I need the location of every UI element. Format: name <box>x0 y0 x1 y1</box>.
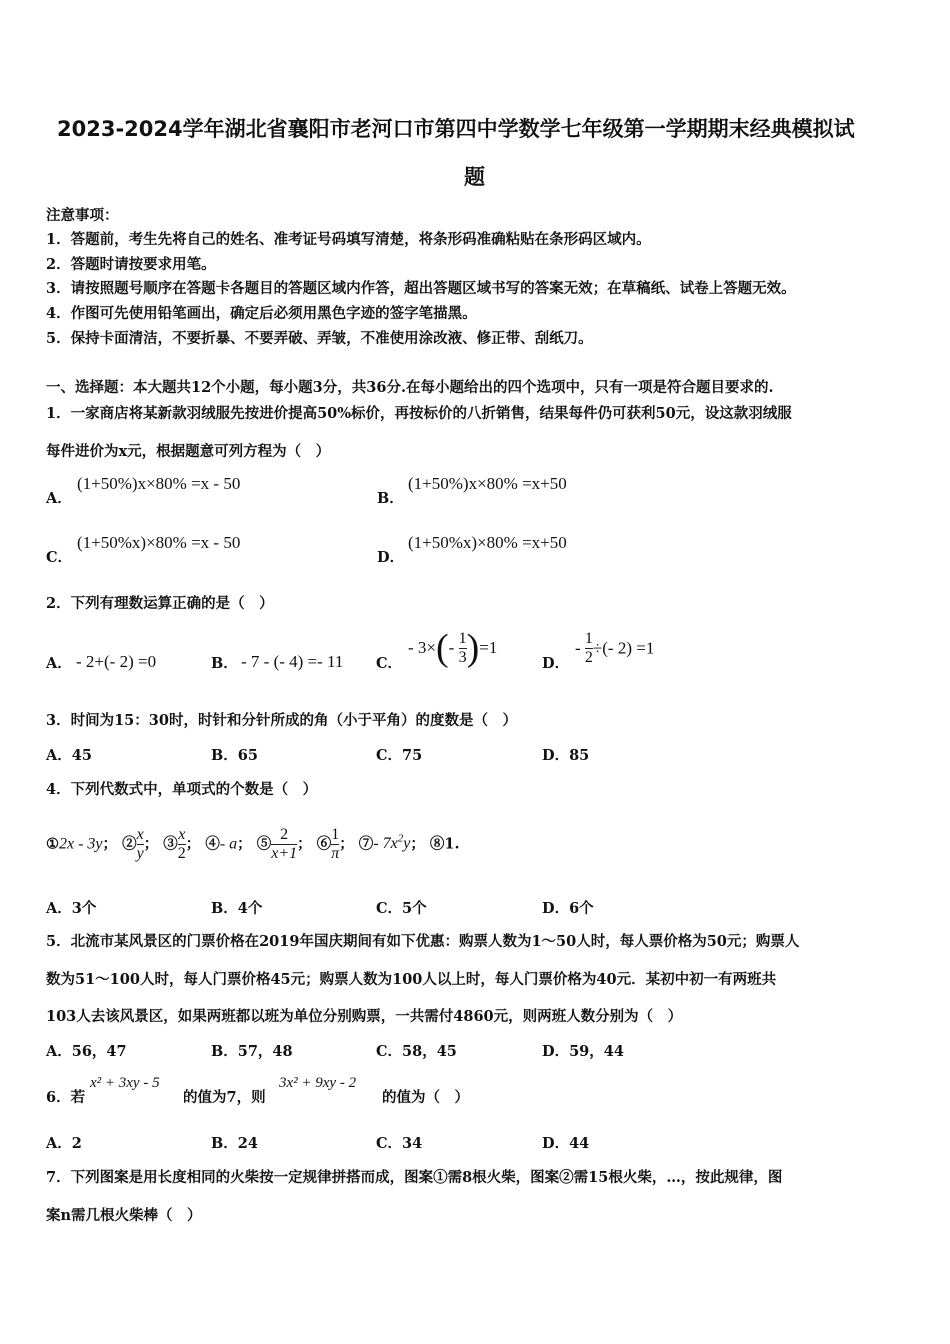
item-marker: ② <box>122 835 137 853</box>
q2-option-c-label: C． <box>376 655 403 672</box>
q2-c-post: =1 <box>479 638 498 657</box>
q6-expr-1: x² + 3xy - 5 <box>90 1075 160 1091</box>
right-paren: ) <box>466 627 480 669</box>
q5-option-b: B．57，48 <box>211 1043 293 1060</box>
q1-option-a-expr: (1+50%)x×80% =x - 50 <box>77 474 241 493</box>
q2-c-fraction: $\frac{1}{3}$ <box>458 629 467 666</box>
q6-option-d: D．44 <box>542 1135 590 1152</box>
notice-heading: 注意事项： <box>46 207 119 224</box>
q4-item-2: $\frac{x}{y}$ <box>136 825 144 862</box>
notice-item: 4．作图可先使用铅笔画出，确定后必须用黑色字迹的签字笔描黑。 <box>46 305 477 322</box>
q4-item-6: $\frac{1}{\pi}$ <box>331 825 340 862</box>
q6-expr-2: 3x² + 9xy - 2 <box>279 1075 357 1091</box>
q1-option-b-expr: (1+50%)x×80% =x+50 <box>408 474 567 493</box>
item-marker: ④ <box>205 835 220 853</box>
q3-option-b: B．65 <box>211 747 258 764</box>
q4-expressions <box>46 814 460 864</box>
q3-option-c: C．75 <box>376 747 423 764</box>
notice-item: 1．答题前，考生先将自己的姓名、准考证号码填写清楚，将条形码准确粘贴在条形码区域内。 <box>46 231 651 248</box>
q6-option-a: A．2 <box>46 1135 82 1152</box>
q1-option-c-label: C． <box>46 549 73 566</box>
question-7-stem-cont: 案n需几根火柴棒（ ） <box>46 1207 202 1224</box>
q4-option-d: D．6个 <box>542 900 594 917</box>
question-5-stem: 5．北流市某风景区的门票价格在2019年国庆期间有如下优惠：购票人数为1～50人时，每人票价格为50元；购票人 <box>46 933 800 950</box>
separator: ； <box>410 835 425 853</box>
q1-option-b-label: B． <box>377 490 404 507</box>
q2-d-post: ÷(- 2) =1 <box>592 638 655 658</box>
item-marker: ③ <box>163 835 178 853</box>
separator: ； <box>143 835 159 853</box>
separator: ； <box>185 835 201 853</box>
question-6-mid: 的值为7，则 <box>183 1089 266 1106</box>
q4-item-7: - $7x^2y$ <box>373 833 411 853</box>
q4-item-3: $\frac{x}{2}$ <box>177 825 186 862</box>
q2-option-b-expr: - 7 - (- 4) =- 11 <box>241 652 344 671</box>
q2-option-a-label: A． <box>46 655 72 672</box>
notice-item: 5．保持卡面清洁，不要折暴、不要弄破、弄皱，不准使用涂改液、修正带、刮纸刀。 <box>46 330 593 347</box>
q4-item-4: - a <box>219 835 238 853</box>
separator: ； <box>237 835 252 853</box>
question-7-stem: 7．下列图案是用长度相同的火柴按一定规律拼搭而成，图案①需8根火柴，图案②需15根火柴，…，按此规律，图 <box>46 1169 783 1186</box>
q5-option-a: A．56，47 <box>46 1043 127 1060</box>
separator: ； <box>102 835 118 853</box>
q1-option-a-label: A． <box>46 490 72 507</box>
q2-d-fraction: $\frac{1}{2}$ <box>584 630 593 666</box>
q4-option-c: C．5个 <box>376 900 427 917</box>
q6-option-b: B．24 <box>211 1135 258 1152</box>
q2-option-b-label: B． <box>211 655 238 672</box>
q2-c-pre: - 3× <box>408 638 436 657</box>
question-3-stem: 3．时间为15：30时，时针和分针所成的角（小于平角）的度数是（ ） <box>46 712 517 729</box>
q2-d-pre: - <box>575 638 581 658</box>
q4-option-b: B．4个 <box>211 900 263 917</box>
q1-option-d-label: D． <box>377 549 405 566</box>
notice-item: 2．答题时请按要求用笔。 <box>46 256 216 273</box>
q2-option-d-label: D． <box>542 655 570 672</box>
question-6-pre: 6．若 <box>46 1089 86 1106</box>
q2-option-d-expr <box>575 630 654 667</box>
q1-option-d-expr: (1+50%x)×80% =x+50 <box>408 533 567 552</box>
q4-item-1: 2x - 3y <box>59 835 103 853</box>
item-marker: ⑦ <box>358 835 374 853</box>
left-paren: ( <box>436 627 449 669</box>
notice-item: 3．请按照题号顺序在答题卡各题目的答题区域内作答，超出答题区域书写的答案无效；在草稿纸、试卷上答题无效。 <box>46 280 796 297</box>
section-heading: 一、选择题：本大题共12个小题，每小题3分，共36分.在每小题给出的四个选项中，只有一项是符合题目要求的. <box>46 379 774 396</box>
q2-option-c-expr: - 3×(- $\frac{1}{3}$ )=1 <box>408 627 498 669</box>
item-marker: ⑥ <box>316 835 332 853</box>
question-6-post: 的值为（ ） <box>382 1089 469 1106</box>
page-title-continued: 题 <box>464 165 485 189</box>
q4-item-8: ⑧1. <box>429 835 460 853</box>
q3-option-d: D．85 <box>542 747 590 764</box>
question-5-stem-cont: 103人去该风景区，如果两班都以班为单位分别购票，一共需付4860元，则两班人数分别为（ ） <box>46 1008 683 1025</box>
item-marker: ① <box>46 835 59 853</box>
q1-option-c-expr: (1+50%x)×80% =x - 50 <box>77 533 241 552</box>
question-1-stem-cont: 每件进价为x元，根据题意可列方程为（ ） <box>46 443 331 460</box>
question-4-stem: 4．下列代数式中，单项式的个数是（ ） <box>46 781 318 798</box>
q4-item-5: $\frac{2}{x+1}$ <box>271 825 298 862</box>
q3-option-a: A．45 <box>46 747 92 764</box>
q5-option-d: D．59，44 <box>542 1043 624 1060</box>
q2-option-a-expr: - 2+(- 2) =0 <box>76 652 157 671</box>
page-title: 2023-2024学年湖北省襄阳市老河口市第四中学数学七年级第一学期期末经典模拟试 <box>57 117 855 141</box>
q4-option-a: A．3个 <box>46 900 97 917</box>
question-5-stem-cont: 数为51～100人时，每人门票价格45元；购票人数为100人以上时，每人门票价格为40元．某初中初一有两班共 <box>46 971 777 988</box>
item-marker: ⑤ <box>256 835 272 853</box>
q6-option-c: C．34 <box>376 1135 423 1152</box>
question-1-stem: 1．一家商店将某新款羽绒服先按进价提高50%标价，再按标价的八折销售，结果每件仍可获利50元，设这款羽绒服 <box>46 405 792 422</box>
separator: ； <box>297 835 312 853</box>
separator: ； <box>339 835 354 853</box>
q5-option-c: C．58，45 <box>376 1043 457 1060</box>
question-2-stem: 2．下列有理数运算正确的是（ ） <box>46 595 274 612</box>
